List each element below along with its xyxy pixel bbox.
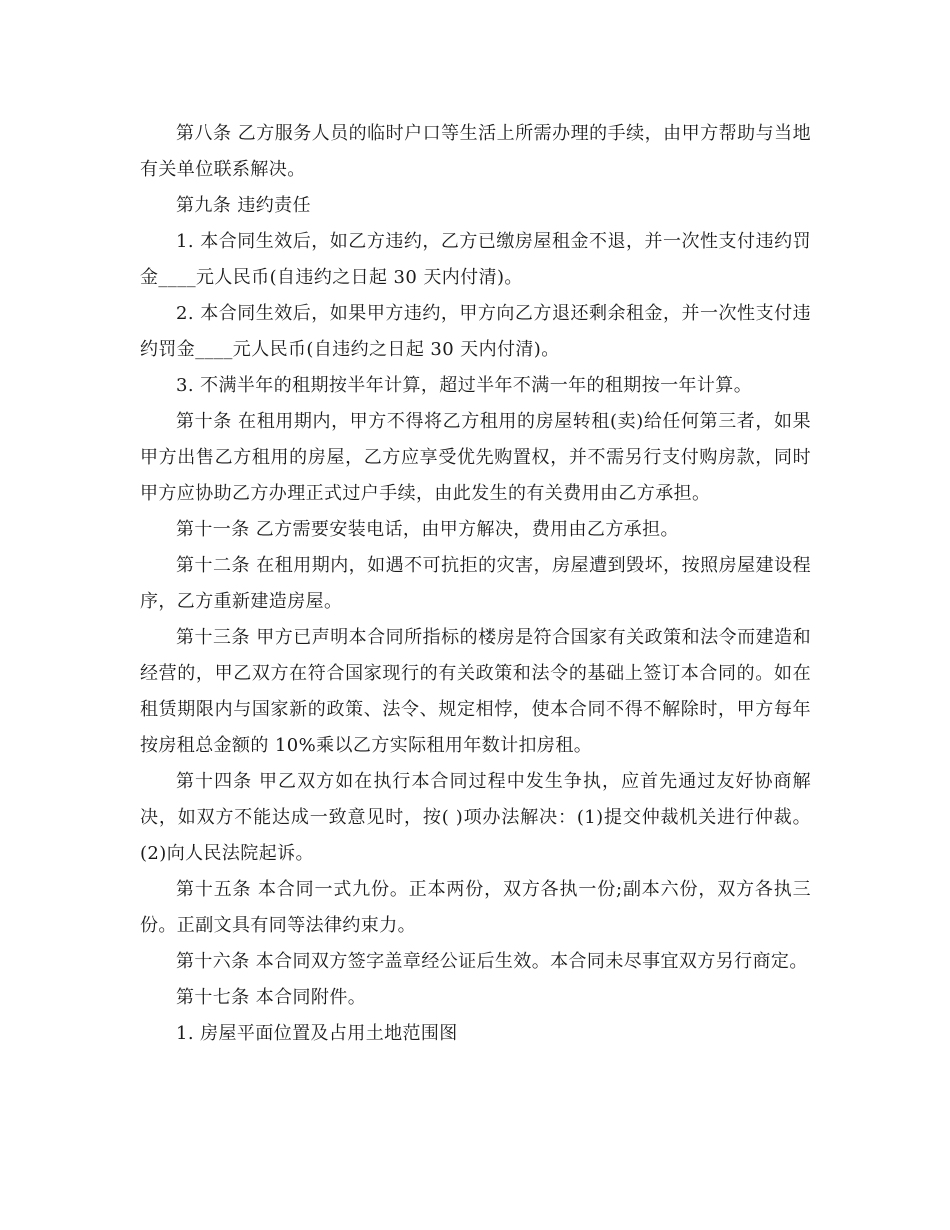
paragraph-article-9-heading: 第九条 违约责任 xyxy=(176,195,311,216)
paragraph-article-16: 第十六条 本合同双方签字盖章经公证后生效。本合同未尽事宜双方另行商定。 xyxy=(176,951,808,972)
paragraph-article-17: 第十七条 本合同附件。 xyxy=(176,987,367,1008)
paragraph-article-9-item-3: 3. 不满半年的租期按半年计算，超过半年不满一年的租期按一年计算。 xyxy=(176,375,753,396)
paragraph-article-9-item-2: 2. 本合同生效后，如果甲方违约，甲方向乙方退还剩余租金，并一次性支付违约罚金____元人民币(自违约之日起 30 天内付清)。 xyxy=(140,303,811,360)
paragraph-article-17-item-1: 1. 房屋平面位置及占用土地范围图 xyxy=(176,1023,458,1044)
paragraph-article-10: 第十条 在租用期内，甲方不得将乙方租用的房屋转租(卖)给任何第三者，如果甲方出售乙方租用的房屋，乙方应享受优先购置权，并不需另行支付购房款，同时甲方应协助乙方办理正式过户手续，由此发生的有关费用由乙方承担。 xyxy=(140,411,811,504)
document-body xyxy=(140,116,811,1052)
paragraph-article-14: 第十四条 甲乙双方如在执行本合同过程中发生争执，应首先通过友好协商解决，如双方不能达成一致意见时，按( )项办法解决：(1)提交仲裁机关进行仲裁。(2)向人民法院起诉。 xyxy=(140,771,811,864)
paragraph-article-9-item-1: 1. 本合同生效后，如乙方违约，乙方已缴房屋租金不退，并一次性支付违约罚金____元人民币(自违约之日起 30 天内付清)。 xyxy=(140,231,811,288)
paragraph-article-8: 第八条 乙方服务人员的临时户口等生活上所需办理的手续，由甲方帮助与当地有关单位联系解决。 xyxy=(140,123,811,180)
paragraph-article-13: 第十三条 甲方已声明本合同所指标的楼房是符合国家有关政策和法令而建造和经营的，甲乙双方在符合国家现行的有关政策和法令的基础上签订本合同的。如在租赁期限内与国家新的政策、法令、规定相悖，使本合同不得不解除时，甲方每年按房租总金额的 10%乘以乙方实际租用年数计扣房租。 xyxy=(140,627,811,756)
paragraph-article-12: 第十二条 在租用期内，如遇不可抗拒的灾害，房屋遭到毁坏，按照房屋建设程序，乙方重新建造房屋。 xyxy=(140,555,811,612)
paragraph-article-11: 第十一条 乙方需要安装电话，由甲方解决，费用由乙方承担。 xyxy=(176,519,679,540)
paragraph-article-15: 第十五条 本合同一式九份。正本两份，双方各执一份;副本六份，双方各执三份。正副文具有同等法律约束力。 xyxy=(140,879,811,936)
